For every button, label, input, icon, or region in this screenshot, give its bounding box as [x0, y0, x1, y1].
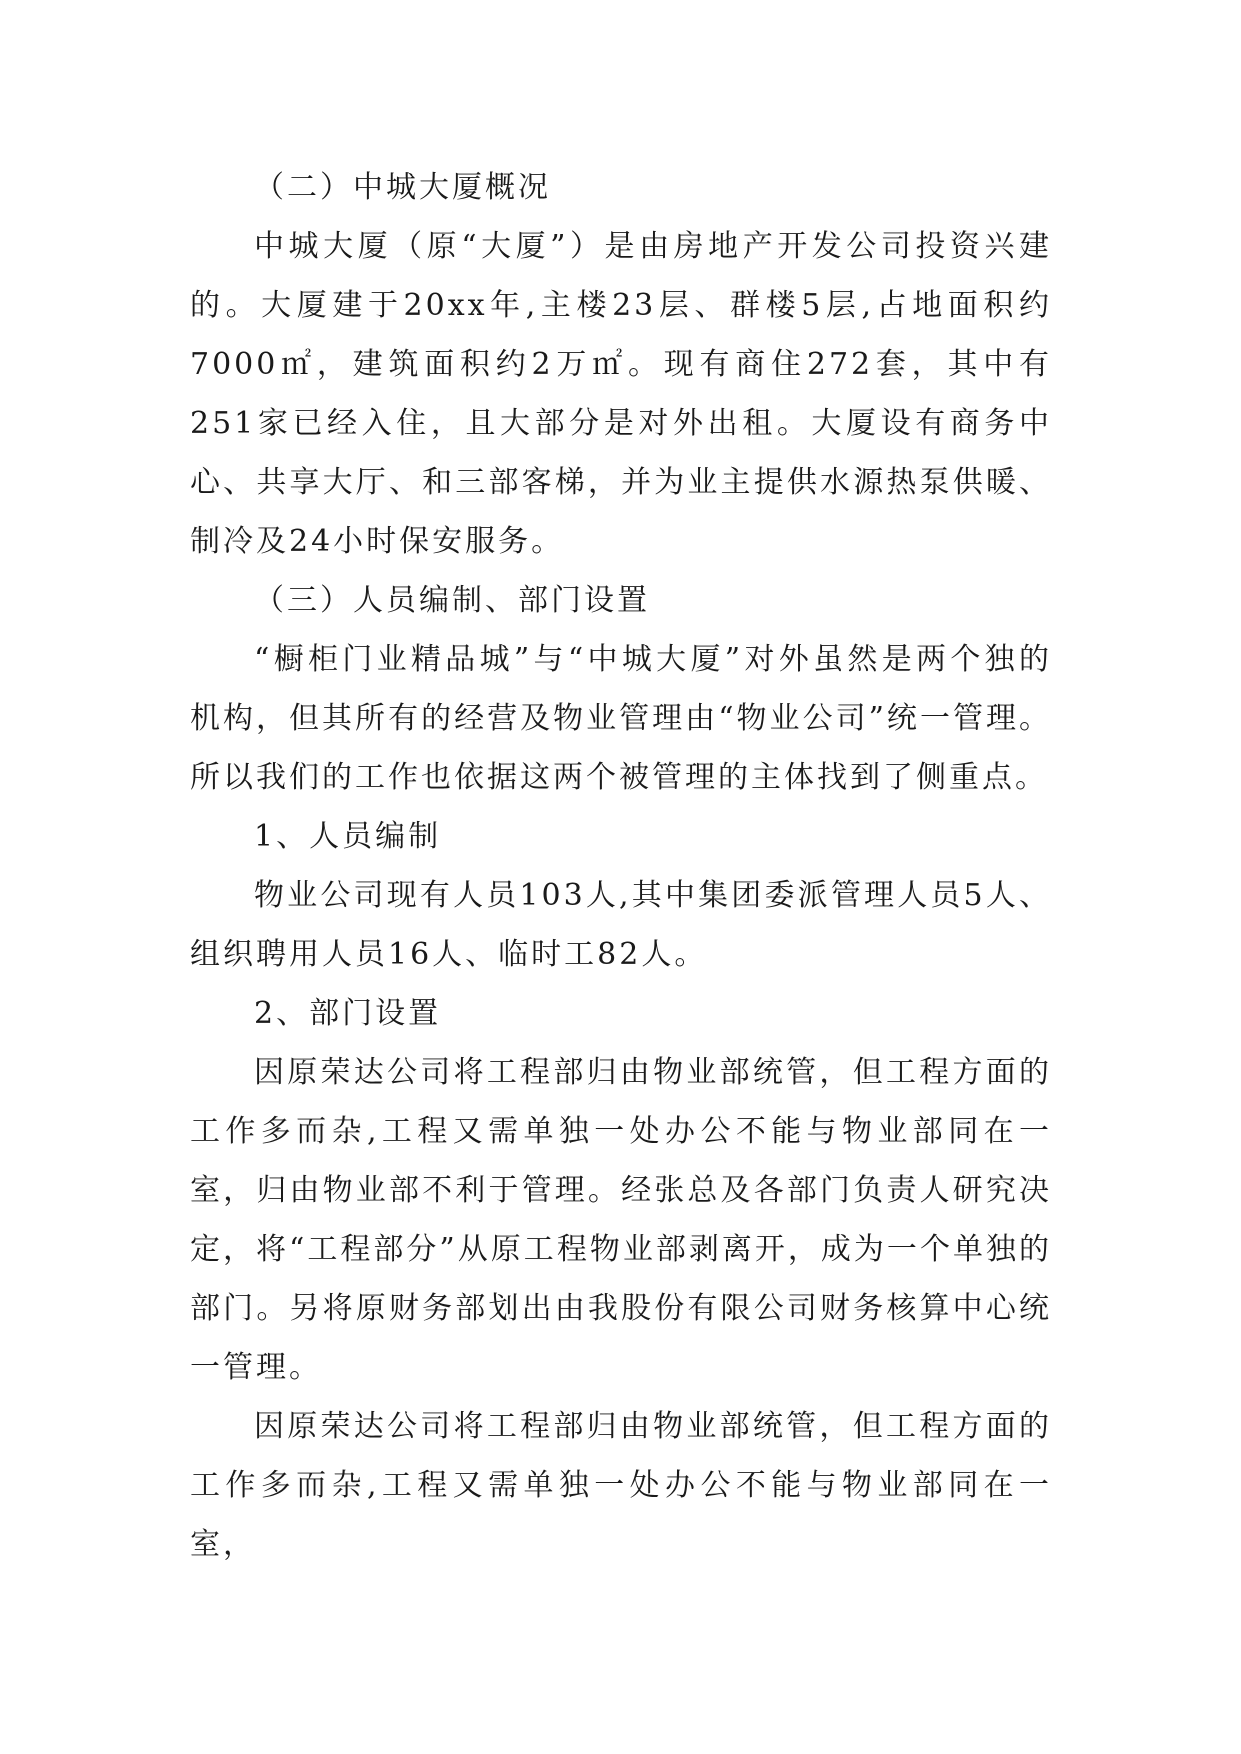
paragraph-building-description: 中城大厦（原“大厦”）是由房地产开发公司投资兴建的。大厦建于20xx年,主楼23层、群楼5层,占地面积约7000㎡，建筑面积约2万㎡。现有商住272套，其中有251家已经入住，且大部分是对外出租。大厦设有商务中心、共享大厅、和三部客梯，并为业主提供水源热泵供暖、制冷及24小时保安服务。: [190, 229, 1052, 559]
subheading-staffing: 1、人员编制: [254, 819, 442, 854]
subheading-departments: 2、部门设置: [254, 996, 442, 1031]
paragraph-departments-repeat: 因原荣达公司将工程部归由物业部统管，但工程方面的工作多而杂,工程又需单独一处办公不能与物业部同在一室，: [190, 1409, 1052, 1562]
section-heading-building-overview: （二）中城大厦概况: [254, 170, 551, 205]
document-body: [190, 158, 1052, 1574]
paragraph-organizations: “橱柜门业精品城”与“中城大厦”对外虽然是两个独的机构，但其所有的经营及物业管理由“物业公司”统一管理。所以我们的工作也依据这两个被管理的主体找到了侧重点。: [190, 642, 1052, 795]
paragraph-departments: 因原荣达公司将工程部归由物业部统管，但工程方面的工作多而杂,工程又需单独一处办公不能与物业部同在一室，归由物业部不利于管理。经张总及各部门负责人研究决定，将“工程部分”从原工程物业部剥离开，成为一个单独的部门。另将原财务部划出由我股份有限公司财务核算中心统一管理。: [190, 1055, 1052, 1385]
section-heading-staffing-departments: （三）人员编制、部门设置: [254, 583, 650, 618]
paragraph-staffing: 物业公司现有人员103人,其中集团委派管理人员5人、组织聘用人员16人、临时工82人。: [190, 878, 1052, 972]
